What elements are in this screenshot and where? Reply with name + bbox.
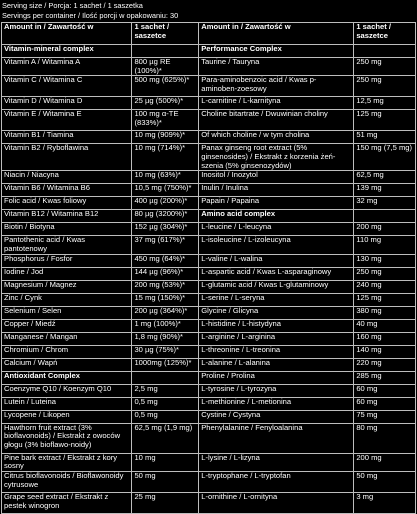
ingredient-name-left: Selenium / Selen — [2, 306, 132, 319]
ingredient-name-left: Vitamin B12 / Witamina B12 — [2, 210, 132, 223]
serving-size: Serving size / Porcja: 1 sachet / 1 saszetka — [2, 1, 143, 10]
ingredient-amount-left: 10 mg (714%)* — [132, 144, 199, 171]
servings-per-container: Servings per container / Ilość porcji w opakowaniu: 30 — [2, 11, 179, 20]
table-header-row — [2, 23, 416, 45]
ingredient-amount-right: 51 mg — [354, 131, 416, 144]
ingredient-amount-right: 80 mg — [354, 423, 416, 453]
ingredient-name-left: Vitamin E / Witamina E — [2, 110, 132, 131]
ingredient-name-right: Phenylalanine / Fenyloalanina — [199, 423, 354, 453]
ingredient-name-right: L-alanine / L-alanina — [199, 358, 354, 371]
ingredient-name-left: Vitamin C / Witamina C — [2, 76, 132, 97]
ingredient-name-right: Amino acid complex — [199, 210, 354, 223]
ingredient-amount-right: 40 mg — [354, 319, 416, 332]
ingredient-name-left: Niacin / Niacyna — [2, 171, 132, 184]
ingredient-name-right: L-tyrosine / L-tyrozyna — [199, 384, 354, 397]
ingredient-name-right: L-carnitine / L-karnityna — [199, 97, 354, 110]
ingredient-amount-left: 15 mg (150%)* — [132, 293, 199, 306]
ingredient-name-left: Calcium / Wapń — [2, 358, 132, 371]
ingredient-amount-right: 380 mg — [354, 306, 416, 319]
ingredient-name-right: Para-aminobenzoic acid / Kwas p-aminoben-zoesowy — [199, 76, 354, 97]
ingredient-amount-left: 144 µg (96%)* — [132, 267, 199, 280]
ingredient-amount-left: 100 mg α-TE (833%)* — [132, 110, 199, 131]
ingredient-name-right: L-leucine / L-leucyna — [199, 223, 354, 236]
table-row — [2, 384, 416, 397]
table-row — [2, 453, 416, 471]
ingredient-name-left: Grape seed extract / Ekstrakt z pestek winogron — [2, 492, 132, 513]
table-row — [2, 131, 416, 144]
table-row — [2, 306, 416, 319]
ingredient-amount-left: 50 mg — [132, 471, 199, 492]
ingredient-amount-left: 2,5 mg — [132, 384, 199, 397]
ingredient-name-left: Vitamin B6 / Witamina B6 — [2, 184, 132, 197]
ingredient-name-right: L-aspartic acid / Kwas L-asparaginowy — [199, 267, 354, 280]
header-left-name: Amount in / Zawartość w — [2, 23, 132, 45]
ingredient-amount-right: 200 mg — [354, 453, 416, 471]
ingredient-amount-right: 150 mg (7,5 mg) — [354, 144, 416, 171]
ingredient-name-left: Magnesium / Magnez — [2, 280, 132, 293]
table-row — [2, 267, 416, 280]
ingredient-amount-left: 25 µg (500%)* — [132, 97, 199, 110]
header-right-name: Amount in / Zawartość w — [199, 23, 354, 45]
ingredient-name-right: Panax ginseng root extract (5% ginsenosides) / Ekstrakt z korzenia żeń-szenia (5% ginsenozydów) — [199, 144, 354, 171]
ingredient-amount-right: 285 mg — [354, 371, 416, 384]
ingredient-amount-left: 200 mg (53%)* — [132, 280, 199, 293]
ingredient-name-left: Hawthorn fruit extract (3% bioflavonoids) / Ekstrakt z owoców głogu (3% bioflawo-noidy) — [2, 423, 132, 453]
ingredient-name-left: Lutein / Luteina — [2, 397, 132, 410]
table-row — [2, 371, 416, 384]
ingredient-amount-left: 0,5 mg — [132, 397, 199, 410]
ingredient-name-right: L-isoleucine / L-izoleucyna — [199, 236, 354, 254]
table-row — [2, 471, 416, 492]
ingredient-name-right: L-ornithine / L-ornityna — [199, 492, 354, 513]
table-row — [2, 293, 416, 306]
ingredient-name-left: Iodine / Jod — [2, 267, 132, 280]
ingredient-name-left: Manganese / Mangan — [2, 332, 132, 345]
header-left-amount: 1 sachet / saszetce — [132, 23, 199, 45]
table-row — [2, 423, 416, 453]
ingredient-amount-left: 10 mg — [132, 453, 199, 471]
ingredient-amount-right: 62,5 mg — [354, 171, 416, 184]
table-row — [2, 397, 416, 410]
table-row — [2, 171, 416, 184]
ingredient-name-right: L-lysine / L-lizyna — [199, 453, 354, 471]
ingredient-name-right: L-threonine / L-treonina — [199, 345, 354, 358]
ingredient-amount-right — [354, 45, 416, 58]
ingredient-name-left: Vitamin B1 / Tiamina — [2, 131, 132, 144]
ingredient-amount-left: 10 mg (63%)* — [132, 171, 199, 184]
ingredient-amount-right: 130 mg — [354, 254, 416, 267]
ingredient-amount-left: 1000mg (125%)* — [132, 358, 199, 371]
ingredient-amount-left: 1 mg (100%)* — [132, 319, 199, 332]
ingredient-name-right: Choline bitartrate / Dwuwinian choliny — [199, 110, 354, 131]
ingredient-amount-left — [132, 371, 199, 384]
ingredient-name-left: Copper / Miedź — [2, 319, 132, 332]
ingredient-amount-left: 800 µg RE (100%)* — [132, 58, 199, 76]
ingredient-amount-right: 12,5 mg — [354, 97, 416, 110]
ingredient-amount-left: 30 µg (75%)* — [132, 345, 199, 358]
ingredient-amount-left: 0,5 mg — [132, 410, 199, 423]
ingredient-amount-left: 62,5 mg (1,9 mg) — [132, 423, 199, 453]
table-row — [2, 332, 416, 345]
table-row — [2, 110, 416, 131]
table-row — [2, 319, 416, 332]
ingredient-name-right: Taurine / Tauryna — [199, 58, 354, 76]
ingredient-name-right: L-glutamic acid / Kwas L-glutaminowy — [199, 280, 354, 293]
ingredient-amount-right: 75 mg — [354, 410, 416, 423]
ingredient-name-right: L-arginine / L-arginina — [199, 332, 354, 345]
ingredient-amount-right: 32 mg — [354, 197, 416, 210]
ingredient-name-right: Papain / Papaina — [199, 197, 354, 210]
ingredient-name-left: Zinc / Cynk — [2, 293, 132, 306]
ingredient-name-right: Performance Complex — [199, 45, 354, 58]
ingredient-name-left: Pantothenic acid / Kwas pantotenowy — [2, 236, 132, 254]
ingredient-name-left: Coenzyme Q10 / Koenzym Q10 — [2, 384, 132, 397]
ingredient-amount-left: 10,5 mg (750%)* — [132, 184, 199, 197]
ingredient-name-left: Biotin / Biotyna — [2, 223, 132, 236]
table-row — [2, 345, 416, 358]
table-row — [2, 410, 416, 423]
ingredient-amount-right: 160 mg — [354, 332, 416, 345]
table-row — [2, 358, 416, 371]
ingredient-amount-right: 200 mg — [354, 223, 416, 236]
table-row — [2, 184, 416, 197]
table-row — [2, 254, 416, 267]
table-row — [2, 236, 416, 254]
ingredient-amount-left: 25 mg — [132, 492, 199, 513]
ingredient-amount-left: 500 mg (625%)* — [132, 76, 199, 97]
ingredient-amount-right: 3 mg — [354, 492, 416, 513]
ingredient-amount-right: 140 mg — [354, 345, 416, 358]
ingredient-name-right: L-histidine / L-histydyna — [199, 319, 354, 332]
ingredient-amount-left — [132, 45, 199, 58]
ingredient-amount-left: 10 mg (909%)* — [132, 131, 199, 144]
ingredient-name-right: L-methionine / L-metionina — [199, 397, 354, 410]
ingredient-amount-right: 139 mg — [354, 184, 416, 197]
table-row — [2, 492, 416, 513]
ingredient-name-right: Glycine / Glicyna — [199, 306, 354, 319]
ingredient-amount-right: 125 mg — [354, 293, 416, 306]
ingredient-name-left: Citrus bioflavonoids / Bioflawonoidy cytrusowe — [2, 471, 132, 492]
ingredient-name-left: Phosphorus / Fosfor — [2, 254, 132, 267]
ingredient-amount-left: 450 mg (64%)* — [132, 254, 199, 267]
ingredient-name-right: L-serine / L-seryna — [199, 293, 354, 306]
ingredient-name-left: Vitamin A / Witamina A — [2, 58, 132, 76]
ingredient-amount-right: 250 mg — [354, 76, 416, 97]
table-row — [2, 58, 416, 76]
ingredient-amount-left: 80 µg (3200%)* — [132, 210, 199, 223]
ingredient-amount-left: 200 µg (364%)* — [132, 306, 199, 319]
table-row — [2, 76, 416, 97]
nutrition-table — [1, 22, 416, 514]
ingredient-name-left: Vitamin-mineral complex — [2, 45, 132, 58]
ingredient-name-left: Vitamin D / Witamina D — [2, 97, 132, 110]
ingredient-name-right: Of which choline / w tym cholina — [199, 131, 354, 144]
ingredient-amount-left: 400 µg (200%)* — [132, 197, 199, 210]
ingredient-amount-right: 60 mg — [354, 384, 416, 397]
table-row — [2, 97, 416, 110]
table-row — [2, 280, 416, 293]
ingredient-name-left: Folic acid / Kwas foliowy — [2, 197, 132, 210]
ingredient-name-right: Inulin / Inulina — [199, 184, 354, 197]
ingredient-name-left: Pine bark extract / Ekstrakt z kory sosny — [2, 453, 132, 471]
ingredient-name-right: Inositol / Inozytol — [199, 171, 354, 184]
ingredient-amount-right: 250 mg — [354, 267, 416, 280]
table-row — [2, 197, 416, 210]
ingredient-name-left: Lycopene / Likopen — [2, 410, 132, 423]
ingredient-amount-right: 250 mg — [354, 58, 416, 76]
table-row — [2, 223, 416, 236]
table-row — [2, 45, 416, 58]
ingredient-name-left: Chromium / Chrom — [2, 345, 132, 358]
ingredient-amount-left: 37 mg (617%)* — [132, 236, 199, 254]
ingredient-amount-right — [354, 210, 416, 223]
ingredient-amount-right: 240 mg — [354, 280, 416, 293]
ingredient-amount-right: 220 mg — [354, 358, 416, 371]
ingredient-name-right: L-tryptophane / L-tryptofan — [199, 471, 354, 492]
ingredient-amount-right: 60 mg — [354, 397, 416, 410]
table-row — [2, 210, 416, 223]
ingredient-name-left: Antioxidant Complex — [2, 371, 132, 384]
ingredient-name-right: Proline / Prolina — [199, 371, 354, 384]
ingredient-amount-right: 110 mg — [354, 236, 416, 254]
ingredient-amount-left: 1,8 mg (90%)* — [132, 332, 199, 345]
ingredient-name-right: L-valine / L-walina — [199, 254, 354, 267]
ingredient-amount-left: 152 µg (304%)* — [132, 223, 199, 236]
ingredient-name-right: Cystine / Cystyna — [199, 410, 354, 423]
ingredient-amount-right: 125 mg — [354, 110, 416, 131]
ingredient-name-left: Vitamin B2 / Ryboflawina — [2, 144, 132, 171]
header-right-amount: 1 sachet / saszetce — [354, 23, 416, 45]
table-row — [2, 144, 416, 171]
ingredient-amount-right: 50 mg — [354, 471, 416, 492]
